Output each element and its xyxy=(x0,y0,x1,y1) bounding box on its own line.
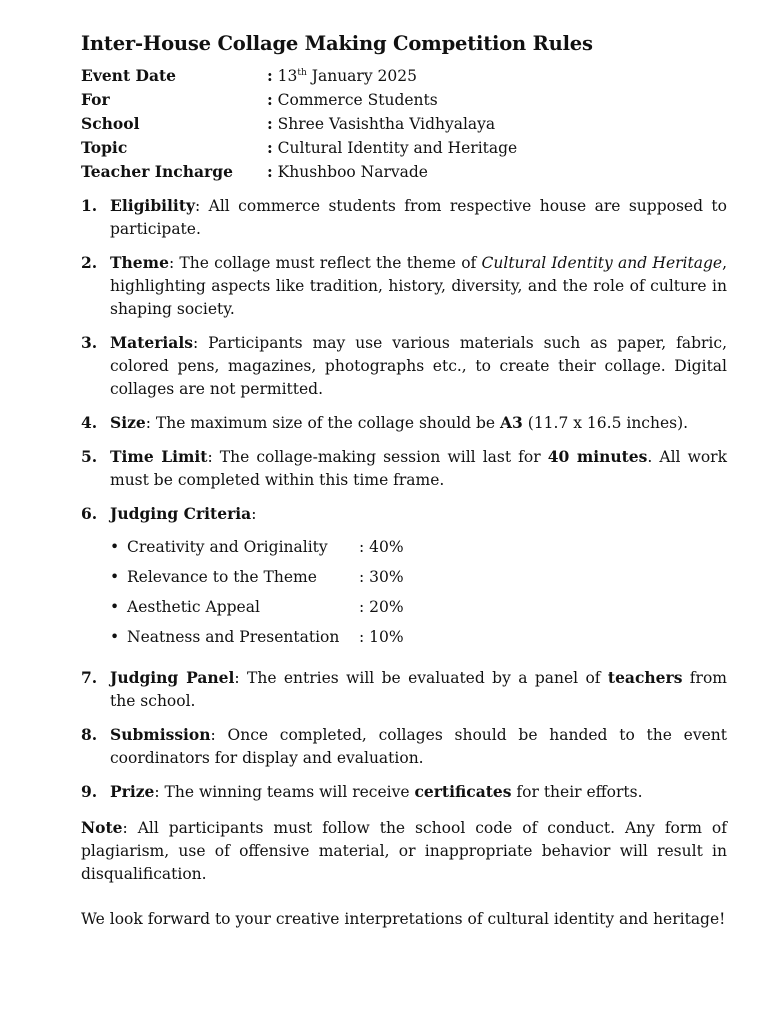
rule-eligibility: 1. Eligibility: All commerce students from respective house are supposed to participate. xyxy=(81,196,727,238)
criteria-item: • Aesthetic Appeal : 20% xyxy=(110,598,404,616)
rule-time-limit: 5. Time Limit: The collage-making session will last for 40 minutes. All work must be completed within this time frame. xyxy=(81,447,727,489)
info-row-topic xyxy=(81,136,727,160)
criteria-item: • Creativity and Originality : 40% xyxy=(110,538,404,556)
info-key: Event Date xyxy=(81,66,177,85)
info-row-event-date xyxy=(81,64,727,88)
info-row-teacher xyxy=(81,160,727,184)
rule-submission: 8. Submission: Once completed, collages should be handed to the event coordinators for display and evaluation. xyxy=(81,725,727,767)
rule-judging-panel: 7. Judging Panel: The entries will be evaluated by a panel of teachers from the school. xyxy=(81,668,727,710)
criteria-list xyxy=(110,536,727,649)
event-info xyxy=(81,64,727,184)
rule-judging-criteria: 6. Judging Criteria: • Creativity and Originality : 40% • Relevance to the Theme : 30% • Aesthetic Appeal : 20% • Neatness and Presentation : 10% xyxy=(81,502,727,656)
info-value: : Shree Vasishtha Vidhyalaya xyxy=(267,114,496,133)
criteria-item: • Relevance to the Theme : 30% xyxy=(110,568,404,586)
info-value: : Cultural Identity and Heritage xyxy=(267,138,518,157)
rule-size: 4. Size: The maximum size of the collage should be A3 (11.7 x 16.5 inches). xyxy=(81,413,689,432)
info-value: : Khushboo Narvade xyxy=(267,162,428,181)
rule-prize: 9. Prize: The winning teams will receive certificates for their efforts. xyxy=(81,782,643,801)
info-value: : Commerce Students xyxy=(267,90,438,109)
document-page xyxy=(81,30,727,931)
info-key: School xyxy=(81,114,140,133)
closing-line: We look forward to your creative interpretations of cultural identity and heritage! xyxy=(81,910,726,928)
page-title: Inter-House Collage Making Competition Rules xyxy=(81,32,593,55)
info-row-school xyxy=(81,112,727,136)
info-value: : 13th January 2025 xyxy=(267,66,417,85)
note-paragraph: Note: All participants must follow the school code of conduct. Any form of plagiarism, use of offensive material, or inappropriate behavior will result in disqualification. xyxy=(81,818,727,883)
info-key: Topic xyxy=(81,138,128,157)
info-row-for xyxy=(81,88,727,112)
rules-list xyxy=(81,194,727,804)
rule-theme: 2. Theme: The collage must reflect the theme of Cultural Identity and Heritage, highlighting aspects like tradition, history, diversity, and the role of culture in shaping society. xyxy=(81,253,727,318)
criteria-item: • Neatness and Presentation : 10% xyxy=(110,628,404,646)
info-key: For xyxy=(81,90,110,109)
rule-materials: 3. Materials: Participants may use various materials such as paper, fabric, colored pens, magazines, photographs etc., to create their collage. Digital collages are not permitted. xyxy=(81,333,727,398)
info-key: Teacher Incharge xyxy=(81,162,233,181)
